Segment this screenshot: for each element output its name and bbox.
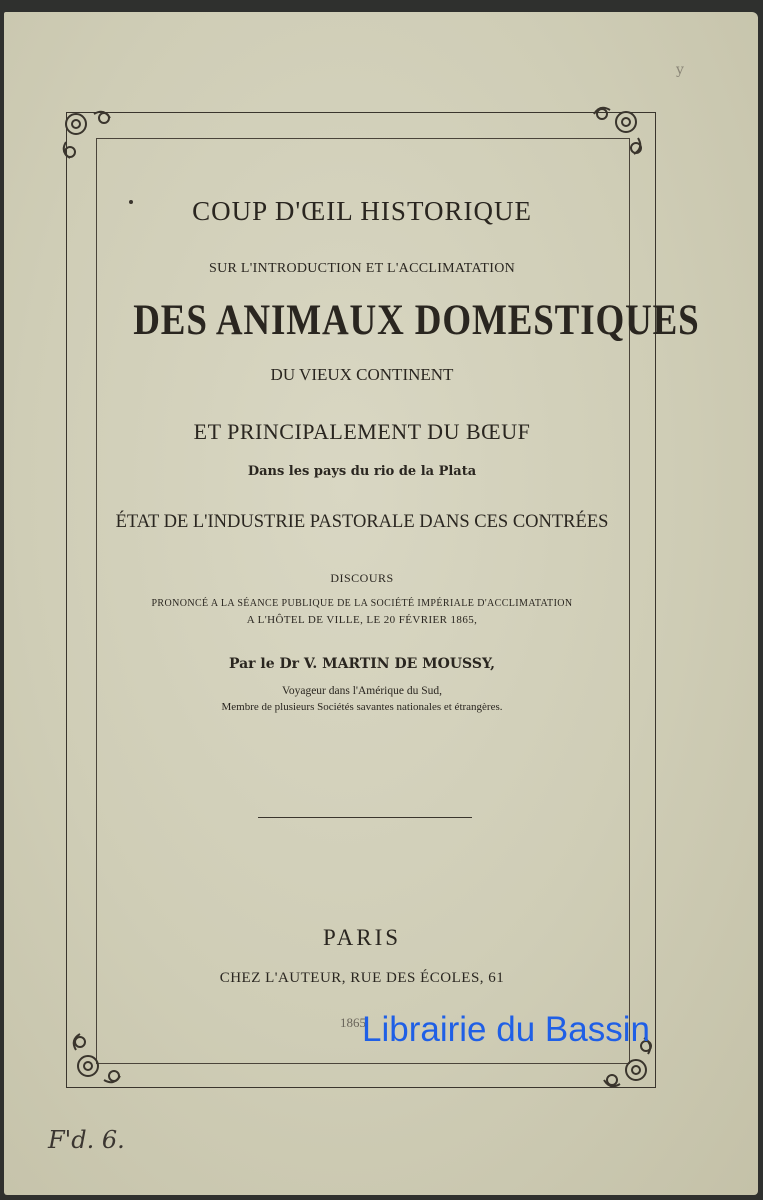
pronounced-line-2: A L'HÔTEL DE VILLE, LE 20 FÉVRIER 1865, [246,614,478,626]
imprint-publisher: CHEZ L'AUTEUR, RUE DES ÉCOLES, 61 [219,970,505,986]
author-description-1: Voyageur dans l'Amérique du Sud, [282,685,442,697]
discours-label: DISCOURS [330,571,394,585]
imprint-city: PARIS [322,925,402,950]
corner-pencil-mark: y [676,62,684,78]
corner-ornament-bottom-left-icon [64,1022,134,1092]
separator-rule [258,817,472,818]
title-line-7: ÉTAT DE L'INDUSTRIE PASTORALE DANS CES CONTRÉES [115,512,609,532]
corner-ornament-top-right-icon [582,98,652,168]
imprint-year: 1865 [340,1015,366,1030]
title-line-2: SUR L'INTRODUCTION ET L'ACCLIMATATION [208,261,516,276]
corner-ornament-top-left-icon [54,102,124,172]
title-line-6: Dans les pays du rio de la Plata [247,464,477,479]
author-line: Par le Dr V. MARTIN DE MOUSSY, [228,656,496,672]
title-line-1: COUP D'ŒIL HISTORIQUE [192,196,532,226]
pronounced-line-1: PRONONCÉ A LA SÉANCE PUBLIQUE DE LA SOCIÉTÉ IMPÉRIALE D'ACCLIMATATION [151,598,573,609]
title-line-5: ET PRINCIPALEMENT DU BŒUF [193,419,531,444]
title-page [4,12,758,1195]
main-title: DES ANIMAUX DOMESTIQUES [133,297,700,344]
watermark-text: Librairie du Bassin [362,1010,650,1049]
shelf-mark-handwritten: F'd. 6. [48,1126,125,1154]
author-description-2: Membre de plusieurs Sociétés savantes nationales et étrangères. [221,701,503,713]
title-line-4: DU VIEUX CONTINENT [270,365,454,384]
